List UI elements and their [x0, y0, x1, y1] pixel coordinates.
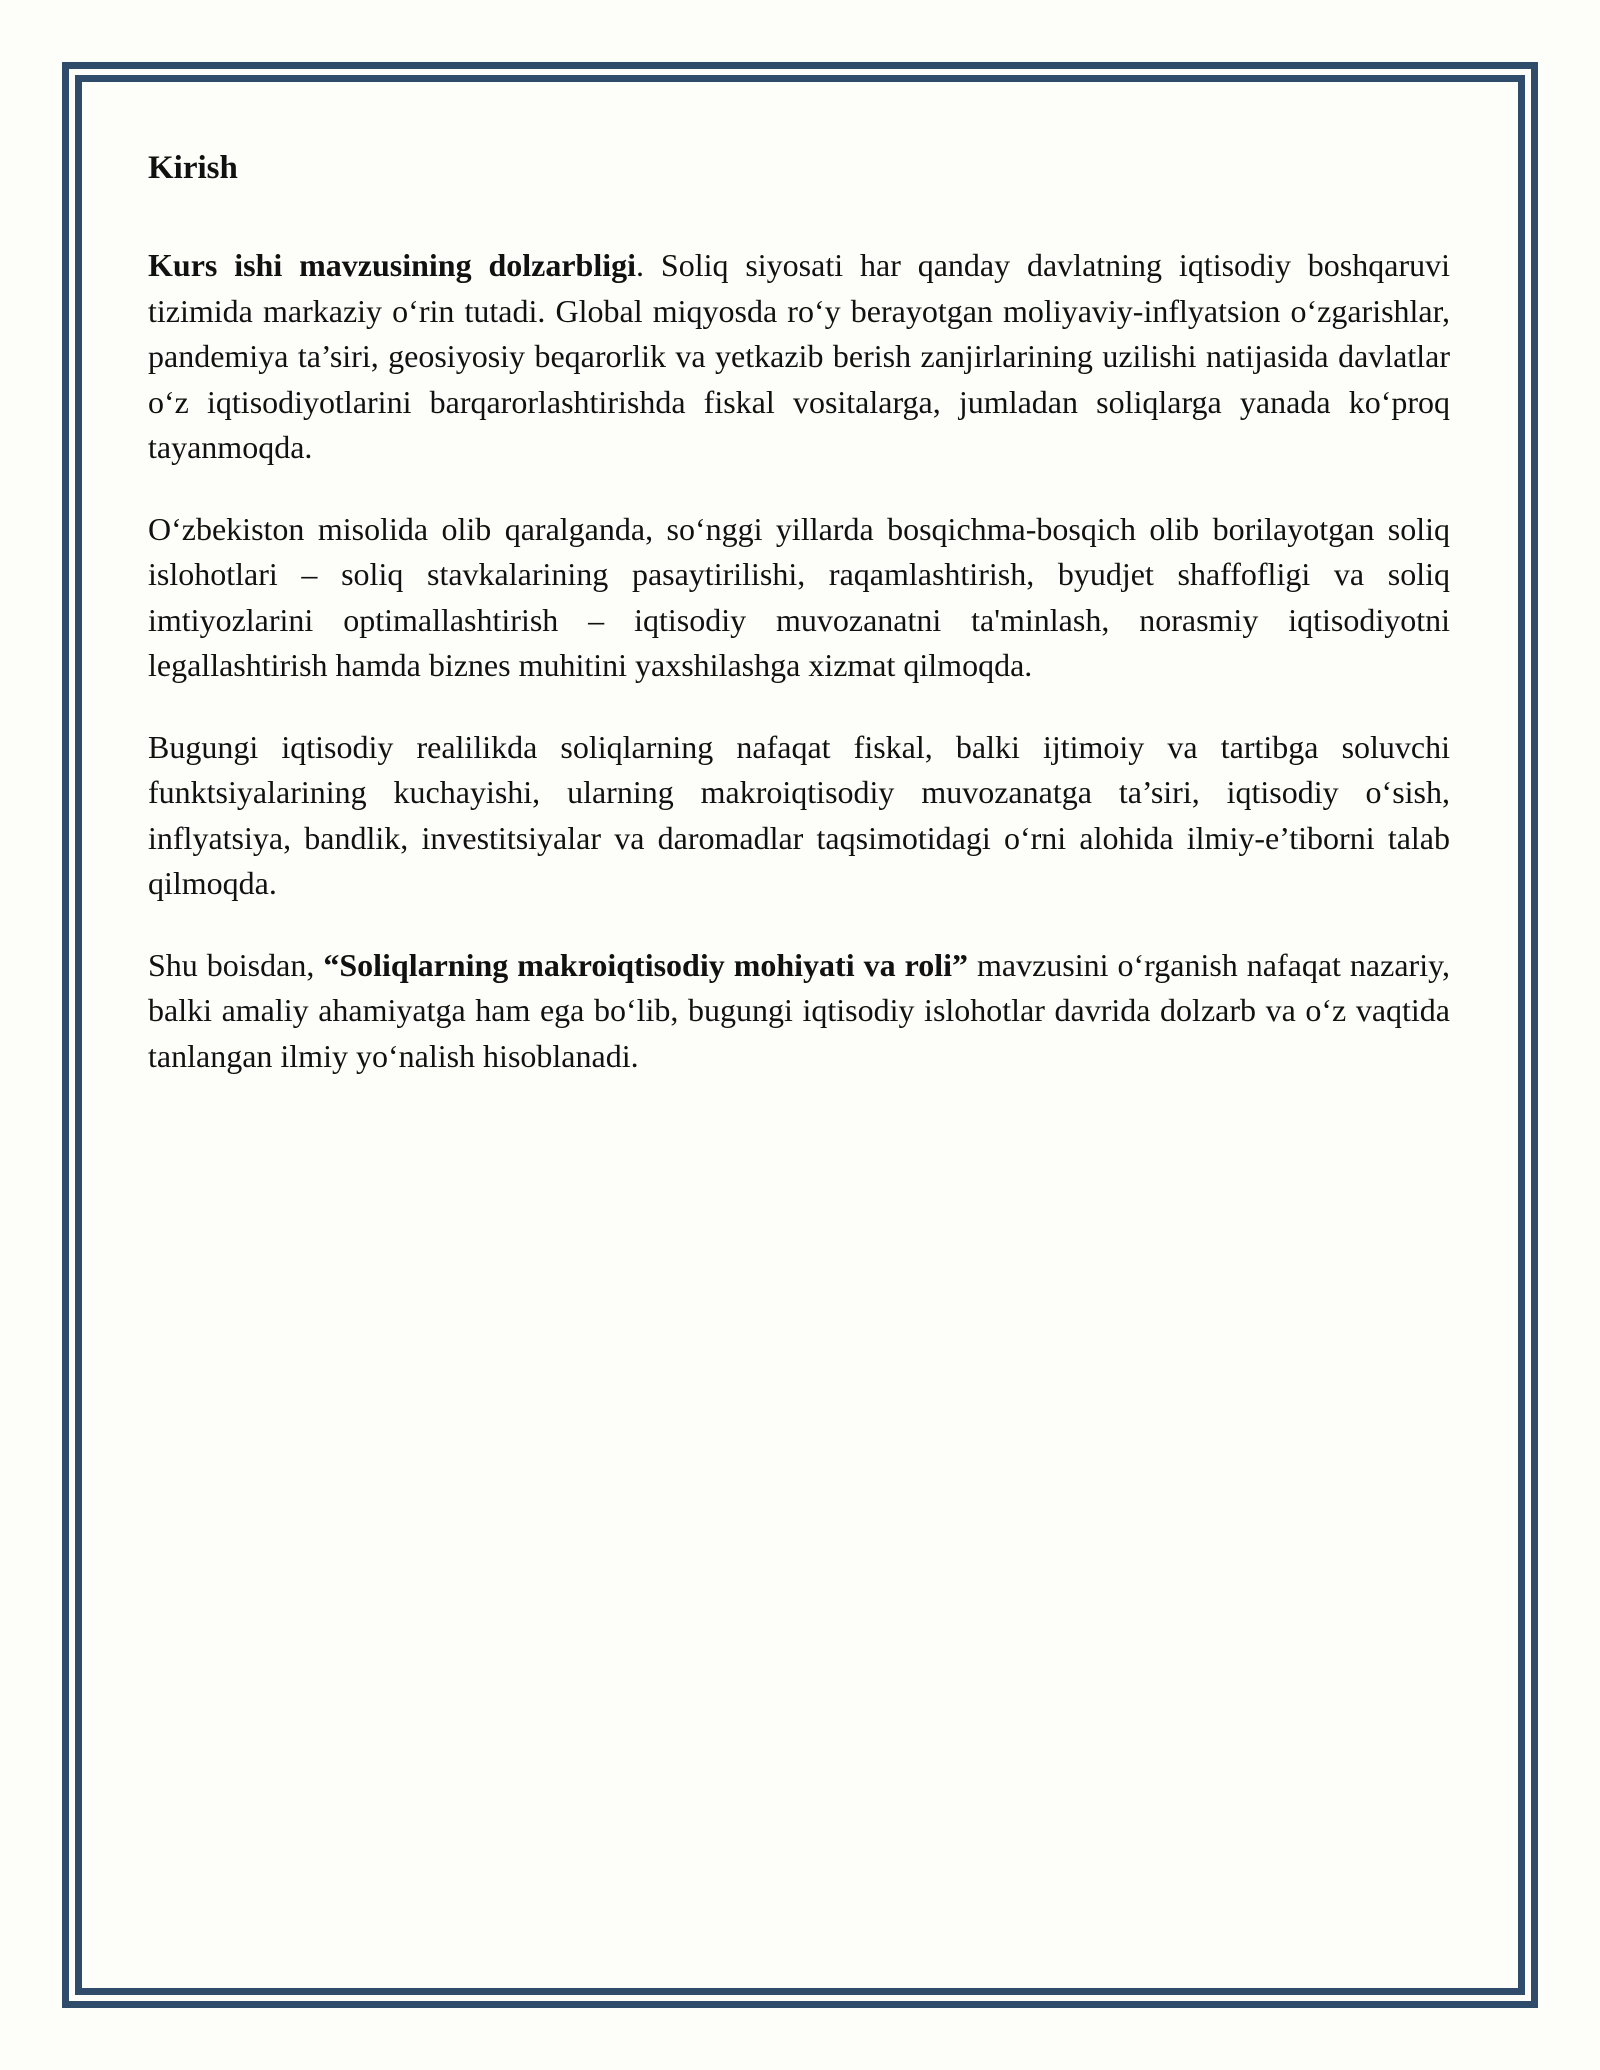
paragraph-relevance: [148, 243, 1450, 471]
topic-title: “Soliqlarning makroiqtisodiy mohiyati va roli”: [323, 946, 968, 983]
document-body: [148, 145, 1450, 1115]
paragraph-tax-functions: Bugungi iqtisodiy realilikda soliqlarning nafaqat fiskal, balki ijtimoiy va tartibga soluvchi funktsiyalarining kuchayishi, ularning makroiqtisodiy muvozanatga ta’siri, iqtisodiy o‘sish, inflyatsiya, bandlik, investitsiyalar va daromadlar taqsimotidagi o‘rni alohida ilmiy-e’tiborni talab qilmoqda.: [148, 728, 1450, 901]
relevance-text: . Soliq siyosati har qanday davlatning iqtisodiy boshqaruvi tizimida markaziy o‘rin tutadi. Global miqyosda ro‘y berayotgan moliyaviy-inflyatsion o‘zgarishlar, pandemiya ta’siri, geosiyosiy beqarorlik va yetkazib berish zanjirlarining uzilishi natijasida davlatlar o‘z iqtisodiyotlarini barqarorlashtirishda fiskal vositalarga, jumladan soliqlarga yanada ko‘proq tayanmoqda.: [148, 247, 1451, 465]
significance-text-start: Shu boisdan,: [148, 946, 324, 983]
significance-text-end: mavzusini o‘rganish nafaqat nazariy, balki amaliy ahamiyatga ham ega bo‘lib, bugungi iqtisodiy islohotlar davrida dolzarb va o‘z vaqtida tanlangan ilmiy yo‘nalish hisoblanadi.: [148, 946, 1451, 1074]
paragraph-topic-significance: [148, 943, 1450, 1080]
paragraph-uzbekistan-reforms: O‘zbekiston misolida olib qaralganda, so‘nggi yillarda bosqichma-bosqich olib borilayotgan soliq islohotlari – soliq stavkalarining pasaytirilishi, raqamlashtirish, byudjet shaffofligi va soliq imtiyozlarini optimallashtirish – iqtisodiy muvozanatni ta'minlash, norasmiy iqtisodiyotni legallashtirish hamda biznes muhitini yaxshilashga xizmat qilmoqda.: [148, 510, 1450, 683]
section-heading: Kirish: [148, 150, 238, 186]
relevance-lead: Kurs ishi mavzusining dolzarbligi: [148, 247, 637, 283]
